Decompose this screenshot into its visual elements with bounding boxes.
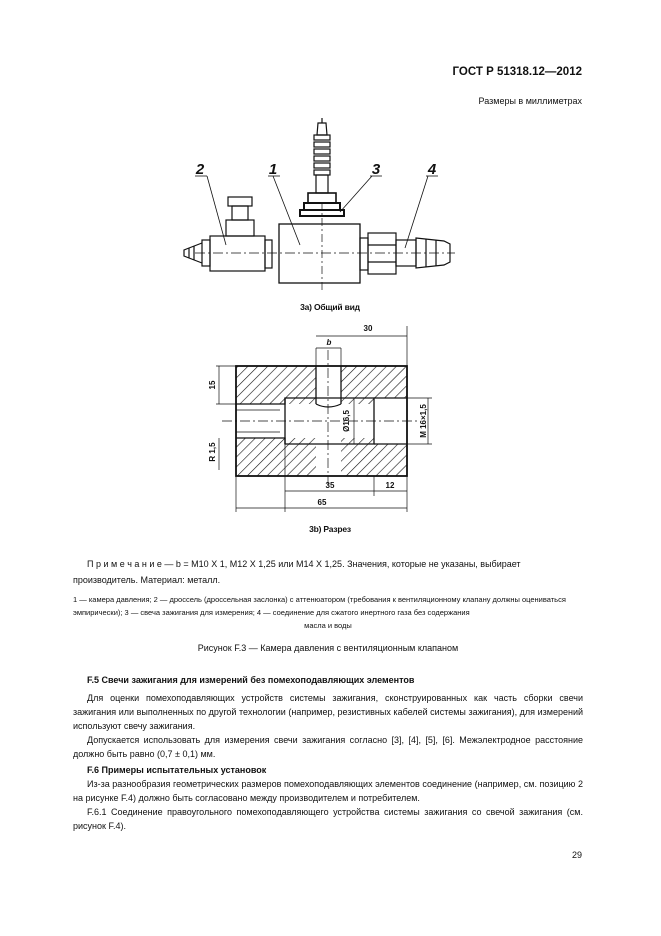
- standard-number: ГОСТ Р 51318.12—2012: [452, 66, 582, 78]
- body-text: [73, 673, 583, 833]
- throttle-knob: [228, 197, 252, 206]
- dim-35: 35: [325, 481, 335, 490]
- label-throttle: 2: [195, 161, 205, 178]
- figure-caption: Рисунок F.3 — Камера давления с вентиляционным клапаном: [197, 643, 459, 653]
- dim-12: 12: [385, 481, 395, 490]
- dim-r15: R 1,5: [208, 442, 217, 462]
- note-text: b = M10 X 1, M12 X 1,25 или M14 X 1,25. Значения, которые не указаны, выбирает производитель. Материал: металл.: [73, 559, 521, 585]
- note-prefix: П р и м е ч а н и е —: [87, 559, 174, 569]
- figure-note: [73, 556, 583, 588]
- section-f5-heading: F.5 Свечи зажигания для измерений без помехоподавляющих элементов: [87, 675, 415, 685]
- spark-plug-hex: [308, 193, 336, 203]
- section-f6-para1: Из-за разнообразия геометрических размеров помехоподавляющих элементов соединение (например, см. позицию 2 на рисунке F.4) должно быть согласовано между производителем и потребителем.: [73, 779, 583, 803]
- page-number: 29: [571, 850, 582, 860]
- dim-30: 30: [363, 324, 373, 333]
- spark-plug-ribs: [314, 135, 330, 175]
- dim-d165: Ø16,5: [342, 410, 351, 432]
- section-f5-para1: Для оценки помехоподавляющих устройств системы зажигания, сконструированных как часть сборки свечи зажигания или выполненных по другой технологии (например, резистивных кабелей системы зажигания), для измерений используют свечу зажигания.: [73, 693, 583, 731]
- figure-general-view: [170, 115, 470, 300]
- figure-legend: [73, 593, 583, 632]
- dim-65: 65: [317, 498, 327, 507]
- dim-15: 15: [208, 380, 217, 390]
- label-chamber: 1: [268, 161, 278, 178]
- chamber-body: [279, 224, 360, 283]
- legend-text: 1 — камера давления; 2 — дроссель (дроссельная заслонка) с аттенюатором (требования к вентиляционному клапану должны оцениваться эмпирически); 3 — свеча зажигания для измерения; 4 — соединение для сжатого инертного газа без содержания: [73, 595, 566, 617]
- units-note: Размеры в миллиметрах: [478, 96, 582, 106]
- dim-m16: M 16×1,5: [419, 404, 428, 438]
- spark-plug-terminal: [317, 123, 327, 135]
- caption-section: 3b) Разрез: [309, 524, 351, 534]
- label-gas-connection: 4: [427, 161, 437, 178]
- section-f6-heading: F.6 Примеры испытательных установок: [87, 765, 267, 775]
- figure-section: [195, 320, 450, 520]
- section-f5-para2: Допускается использовать для измерения свечи зажигания согласно [3], [4], [5], [6]. Межэлектродное расстояние должно быть равно (0,7 ± 0,1) мм.: [73, 735, 583, 759]
- section-f6-para2: F.6.1 Соединение правоугольного помехоподавляющего устройства системы зажигания со свечой зажигания (см. рисунок F.4).: [73, 807, 583, 831]
- dim-b: b: [326, 338, 332, 347]
- label-spark-plug: 3: [371, 161, 381, 178]
- throttle-body: [210, 236, 265, 271]
- connector-nut: [368, 233, 396, 274]
- legend-tail: масла и воды: [304, 621, 352, 630]
- caption-general-view: 3а) Общий вид: [300, 302, 360, 312]
